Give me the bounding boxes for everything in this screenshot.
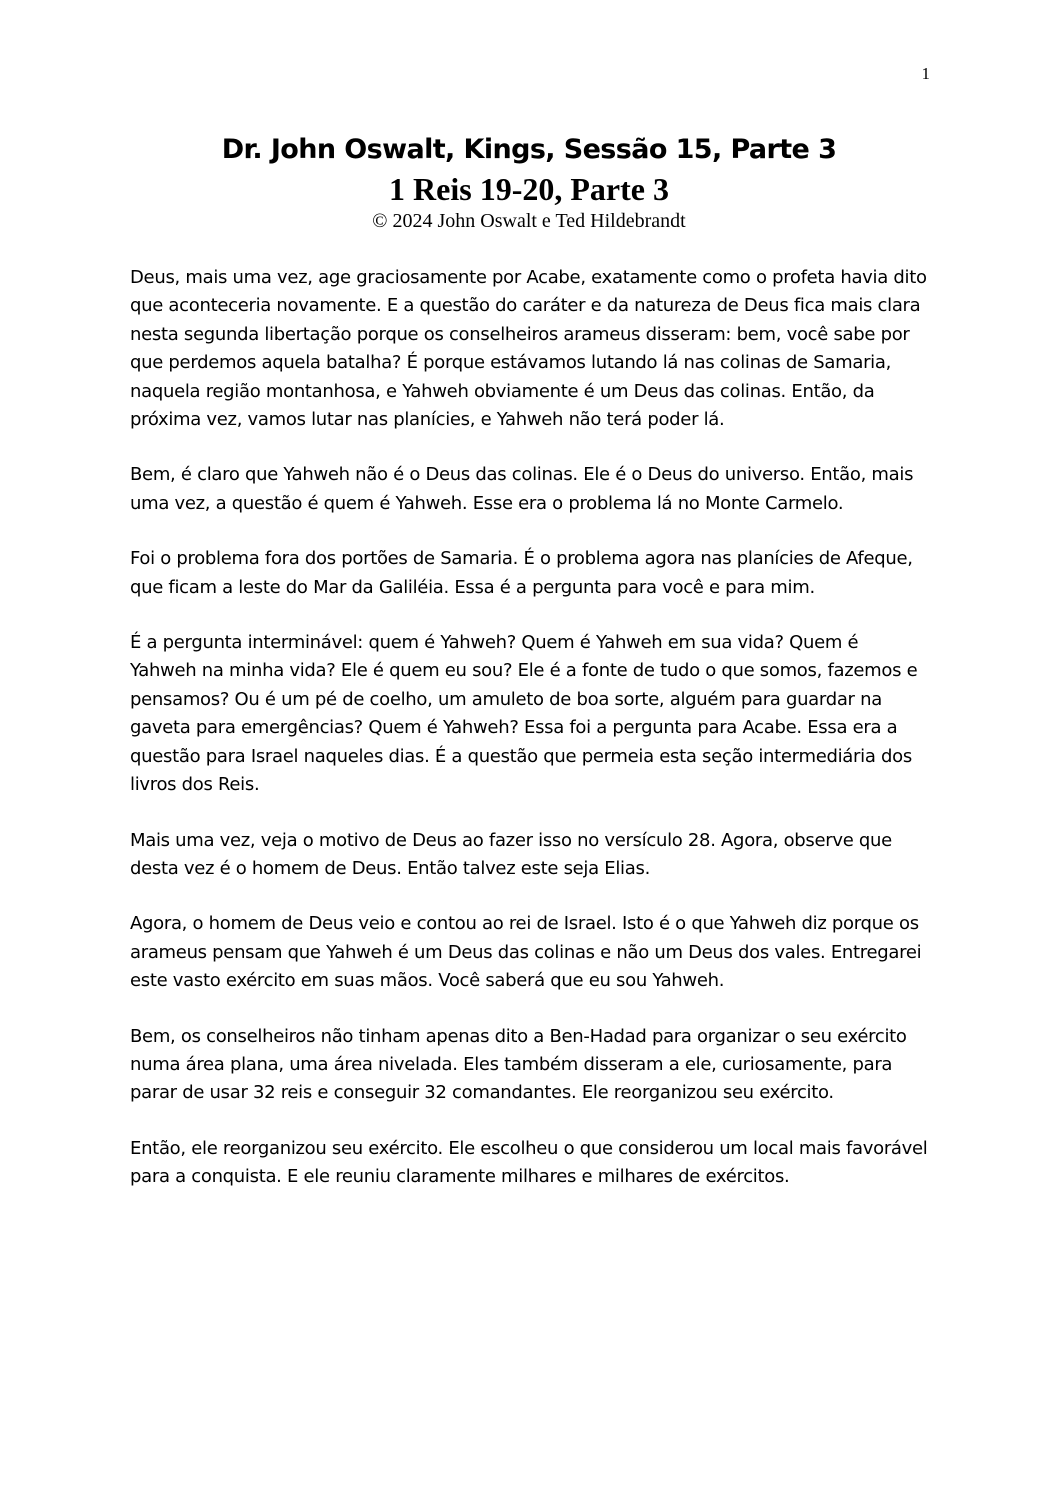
paragraph: Deus, mais uma vez, age graciosamente por Acabe, exatamente como o profeta havia dito que aconteceria novamente. E a questão do caráter e da natureza de Deus fica mais clara nesta segunda libertação porque os conselheiros arameus disseram: bem, você sabe por que perdemos aquela batalha? É porque estávamos lutando lá nas colinas de Samaria, naquela região montanhosa, e Yahweh obviamente é um Deus das colinas. Então, da próxima vez, vamos lutar nas planícies, e Yahweh não terá poder lá. bbox=[130, 267, 927, 431]
document-subtitle: 1 Reis 19-20, Parte 3 bbox=[389, 171, 669, 207]
paragraph: Bem, os conselheiros não tinham apenas dito a Ben-Hadad para organizar o seu exército numa área plana, uma área nivelada. Eles também disseram a ele, curiosamente, para parar de usar 32 reis e conseguir 32 comandantes. Ele reorganizou seu exército. bbox=[130, 1025, 907, 1104]
document-body bbox=[130, 264, 930, 1219]
page-number: 1 bbox=[921, 64, 930, 83]
paragraph: Então, ele reorganizou seu exército. Ele escolheu o que considerou um local mais favorável para a conquista. E ele reuniu claramente milhares e milhares de exércitos. bbox=[130, 1137, 928, 1188]
paragraph: Foi o problema fora dos portões de Samaria. É o problema agora nas planícies de Afeque, que ficam a leste do Mar da Galiléia. Essa é a pergunta para você e para mim. bbox=[130, 548, 913, 598]
paragraph: É a pergunta interminável: quem é Yahweh? Quem é Yahweh em sua vida? Quem é Yahweh na minha vida? Ele é quem eu sou? Ele é a fonte de tudo o que somos, fazemos e pensamos? Ou é um pé de coelho, um amuleto de boa sorte, alguém para guardar na gaveta para emergências? Quem é Yahweh? Essa foi a pergunta para Acabe. Essa era a questão para Israel naqueles dias. É a questão que permeia esta seção intermediária dos livros dos Reis. bbox=[130, 632, 918, 796]
paragraph: Agora, o homem de Deus veio e contou ao rei de Israel. Isto é o que Yahweh diz porque os arameus pensam que Yahweh é um Deus das colinas e não um Deus dos vales. Entregarei este vasto exército em suas mãos. Você saberá que eu sou Yahweh. bbox=[130, 913, 922, 992]
document-title: Dr. John Oswalt, Kings, Sessão 15, Parte 3 bbox=[221, 134, 837, 165]
copyright-line: © 2024 John Oswalt e Ted Hildebrandt bbox=[372, 210, 686, 232]
paragraph: Mais uma vez, veja o motivo de Deus ao fazer isso no versículo 28. Agora, observe que desta vez é o homem de Deus. Então talvez este seja Elias. bbox=[130, 829, 892, 879]
paragraph: Bem, é claro que Yahweh não é o Deus das colinas. Ele é o Deus do universo. Então, mais uma vez, a questão é quem é Yahweh. Esse era o problema lá no Monte Carmelo. bbox=[130, 464, 914, 514]
document-header bbox=[0, 130, 1058, 234]
